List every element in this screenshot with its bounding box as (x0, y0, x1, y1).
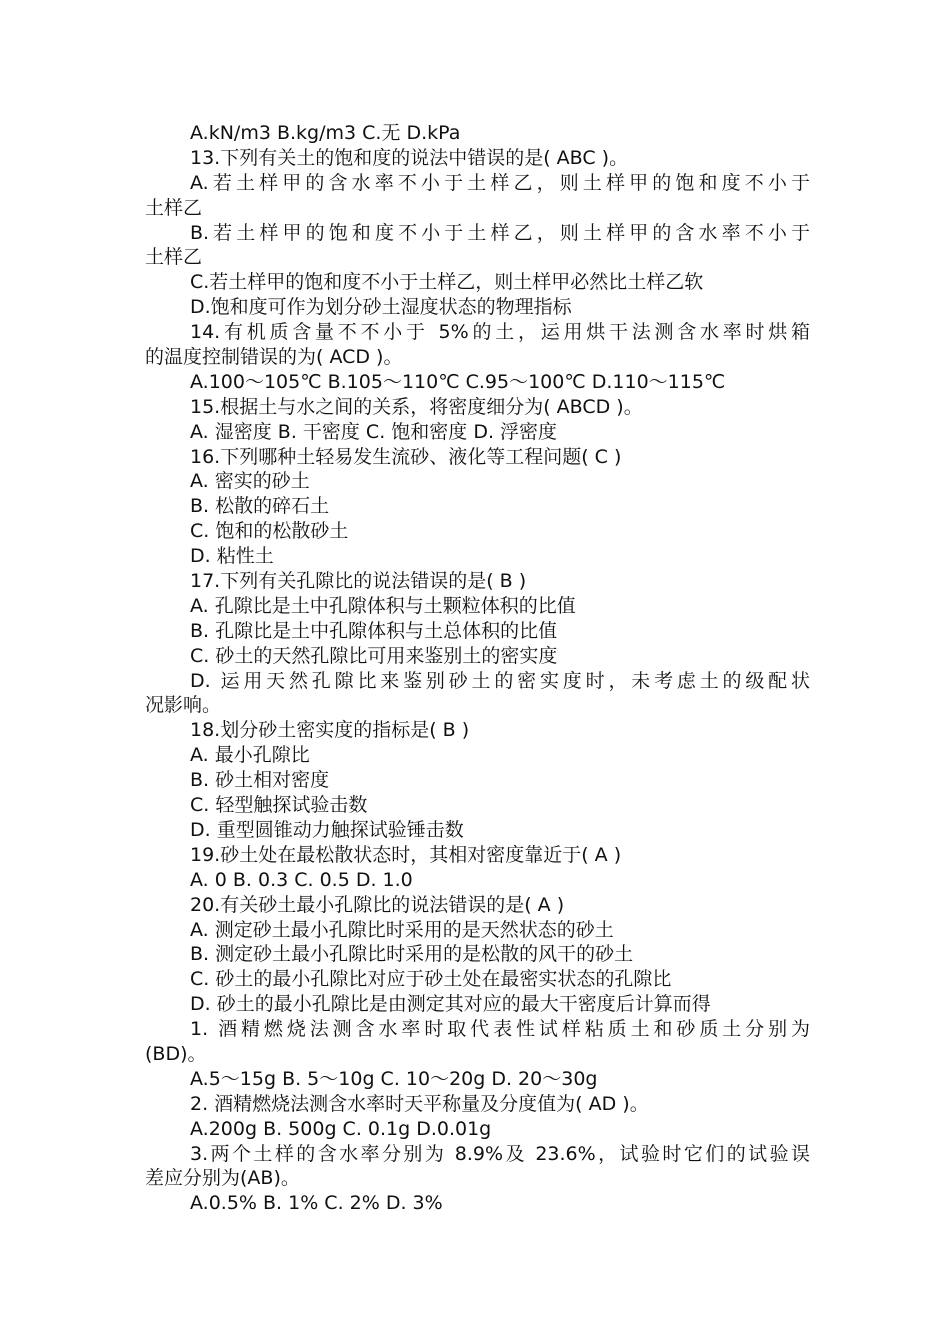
text-line: C. 轻型触探试验击数 (190, 794, 368, 817)
text-line: C. 砂土的天然孔隙比可用来鉴别土的密实度 (190, 644, 558, 667)
text-line: 13.下列有关土的饱和度的说法中错误的是( ABC )。 (190, 146, 629, 169)
text-line: A.5～15g B. 5～10g C. 10～20g D. 20～30g (190, 1067, 598, 1090)
text-line: 的温度控制错误的为( ACD )。 (145, 346, 403, 369)
text-line: A.100～105℃ B.105～110℃ C.95～100℃ D.110～115℃ (190, 370, 726, 393)
text-line: A.0.5% B. 1% C. 2% D. 3% (190, 1192, 443, 1215)
text-line: C. 饱和的松散砂土 (190, 520, 349, 543)
text-line: 3.两个土样的含水率分别为 8.9%及 23.6%，试验时它们的试验误 (190, 1142, 810, 1165)
text-line: D. 运用天然孔隙比来鉴别砂土的密实度时，未考虑土的级配状 (190, 669, 810, 692)
text-line: 土样乙 (145, 196, 203, 219)
text-line: 17.下列有关孔隙比的说法错误的是( B ) (190, 570, 527, 593)
text-line: C. 砂土的最小孔隙比对应于砂土处在最密实状态的孔隙比 (190, 968, 672, 991)
text-line: B. 松散的碎石土 (190, 495, 330, 518)
text-line: (BD)。 (145, 1042, 207, 1065)
text-line: C.若土样甲的饱和度不小于土样乙，则土样甲必然比土样乙软 (190, 271, 704, 294)
text-line: B. 孔隙比是土中孔隙体积与土总体积的比值 (190, 619, 558, 642)
document-page (145, 121, 810, 1216)
text-line: 2. 酒精燃烧法测含水率时天平称量及分度值为( AD )。 (190, 1092, 649, 1115)
text-line: B. 砂土相对密度 (190, 769, 330, 792)
text-line: B.若土样甲的饱和度不小于土样乙，则土样甲的含水率不小于 (190, 221, 810, 244)
text-line: D. 重型圆锥动力触探试验锤击数 (190, 818, 464, 841)
text-line: 土样乙 (145, 246, 203, 269)
text-line: A. 湿密度 B. 干密度 C. 饱和密度 D. 浮密度 (190, 420, 558, 443)
text-line: D. 砂土的最小孔隙比是由测定其对应的最大干密度后计算而得 (190, 993, 711, 1016)
text-line: B. 测定砂土最小孔隙比时采用的是松散的风干的砂土 (190, 943, 634, 966)
text-line: 15.根据土与水之间的关系，将密度细分为( ABCD )。 (190, 395, 643, 418)
text-line: A. 最小孔隙比 (190, 744, 310, 767)
text-line: D.饱和度可作为划分砂土湿度状态的物理指标 (190, 296, 572, 319)
text-line: 1. 酒精燃烧法测含水率时取代表性试样粘质土和砂质土分别为 (190, 1018, 810, 1041)
text-line: A. 密实的砂土 (190, 470, 310, 493)
text-line: A.200g B. 500g C. 0.1g D.0.01g (190, 1117, 492, 1140)
text-line: 18.划分砂土密实度的指标是( B ) (190, 719, 470, 742)
text-line: 16.下列哪种土轻易发生流砂、液化等工程问题( C ) (190, 445, 622, 468)
text-line: A. 测定砂土最小孔隙比时采用的是天然状态的砂土 (190, 918, 614, 941)
text-line: A. 0 B. 0.3 C. 0.5 D. 1.0 (190, 868, 413, 891)
text-line: 14.有机质含量不不小于 5%的土，运用烘干法测含水率时烘箱 (190, 321, 810, 344)
text-line: D. 粘性土 (190, 545, 274, 568)
text-line: 20.有关砂土最小孔隙比的说法错误的是( A ) (190, 893, 565, 916)
text-line: 差应分别为(AB)。 (145, 1167, 300, 1190)
text-line: 19.砂土处在最松散状态时，其相对密度靠近于( A ) (190, 843, 622, 866)
text-line: 况影响。 (145, 694, 222, 717)
text-line: A.kN/m3 B.kg/m3 C.无 D.kPa (190, 122, 461, 144)
text-line: A. 孔隙比是土中孔隙体积与土颗粒体积的比值 (190, 594, 576, 617)
text-line: A.若土样甲的含水率不小于土样乙，则土样甲的饱和度不小于 (190, 171, 810, 194)
